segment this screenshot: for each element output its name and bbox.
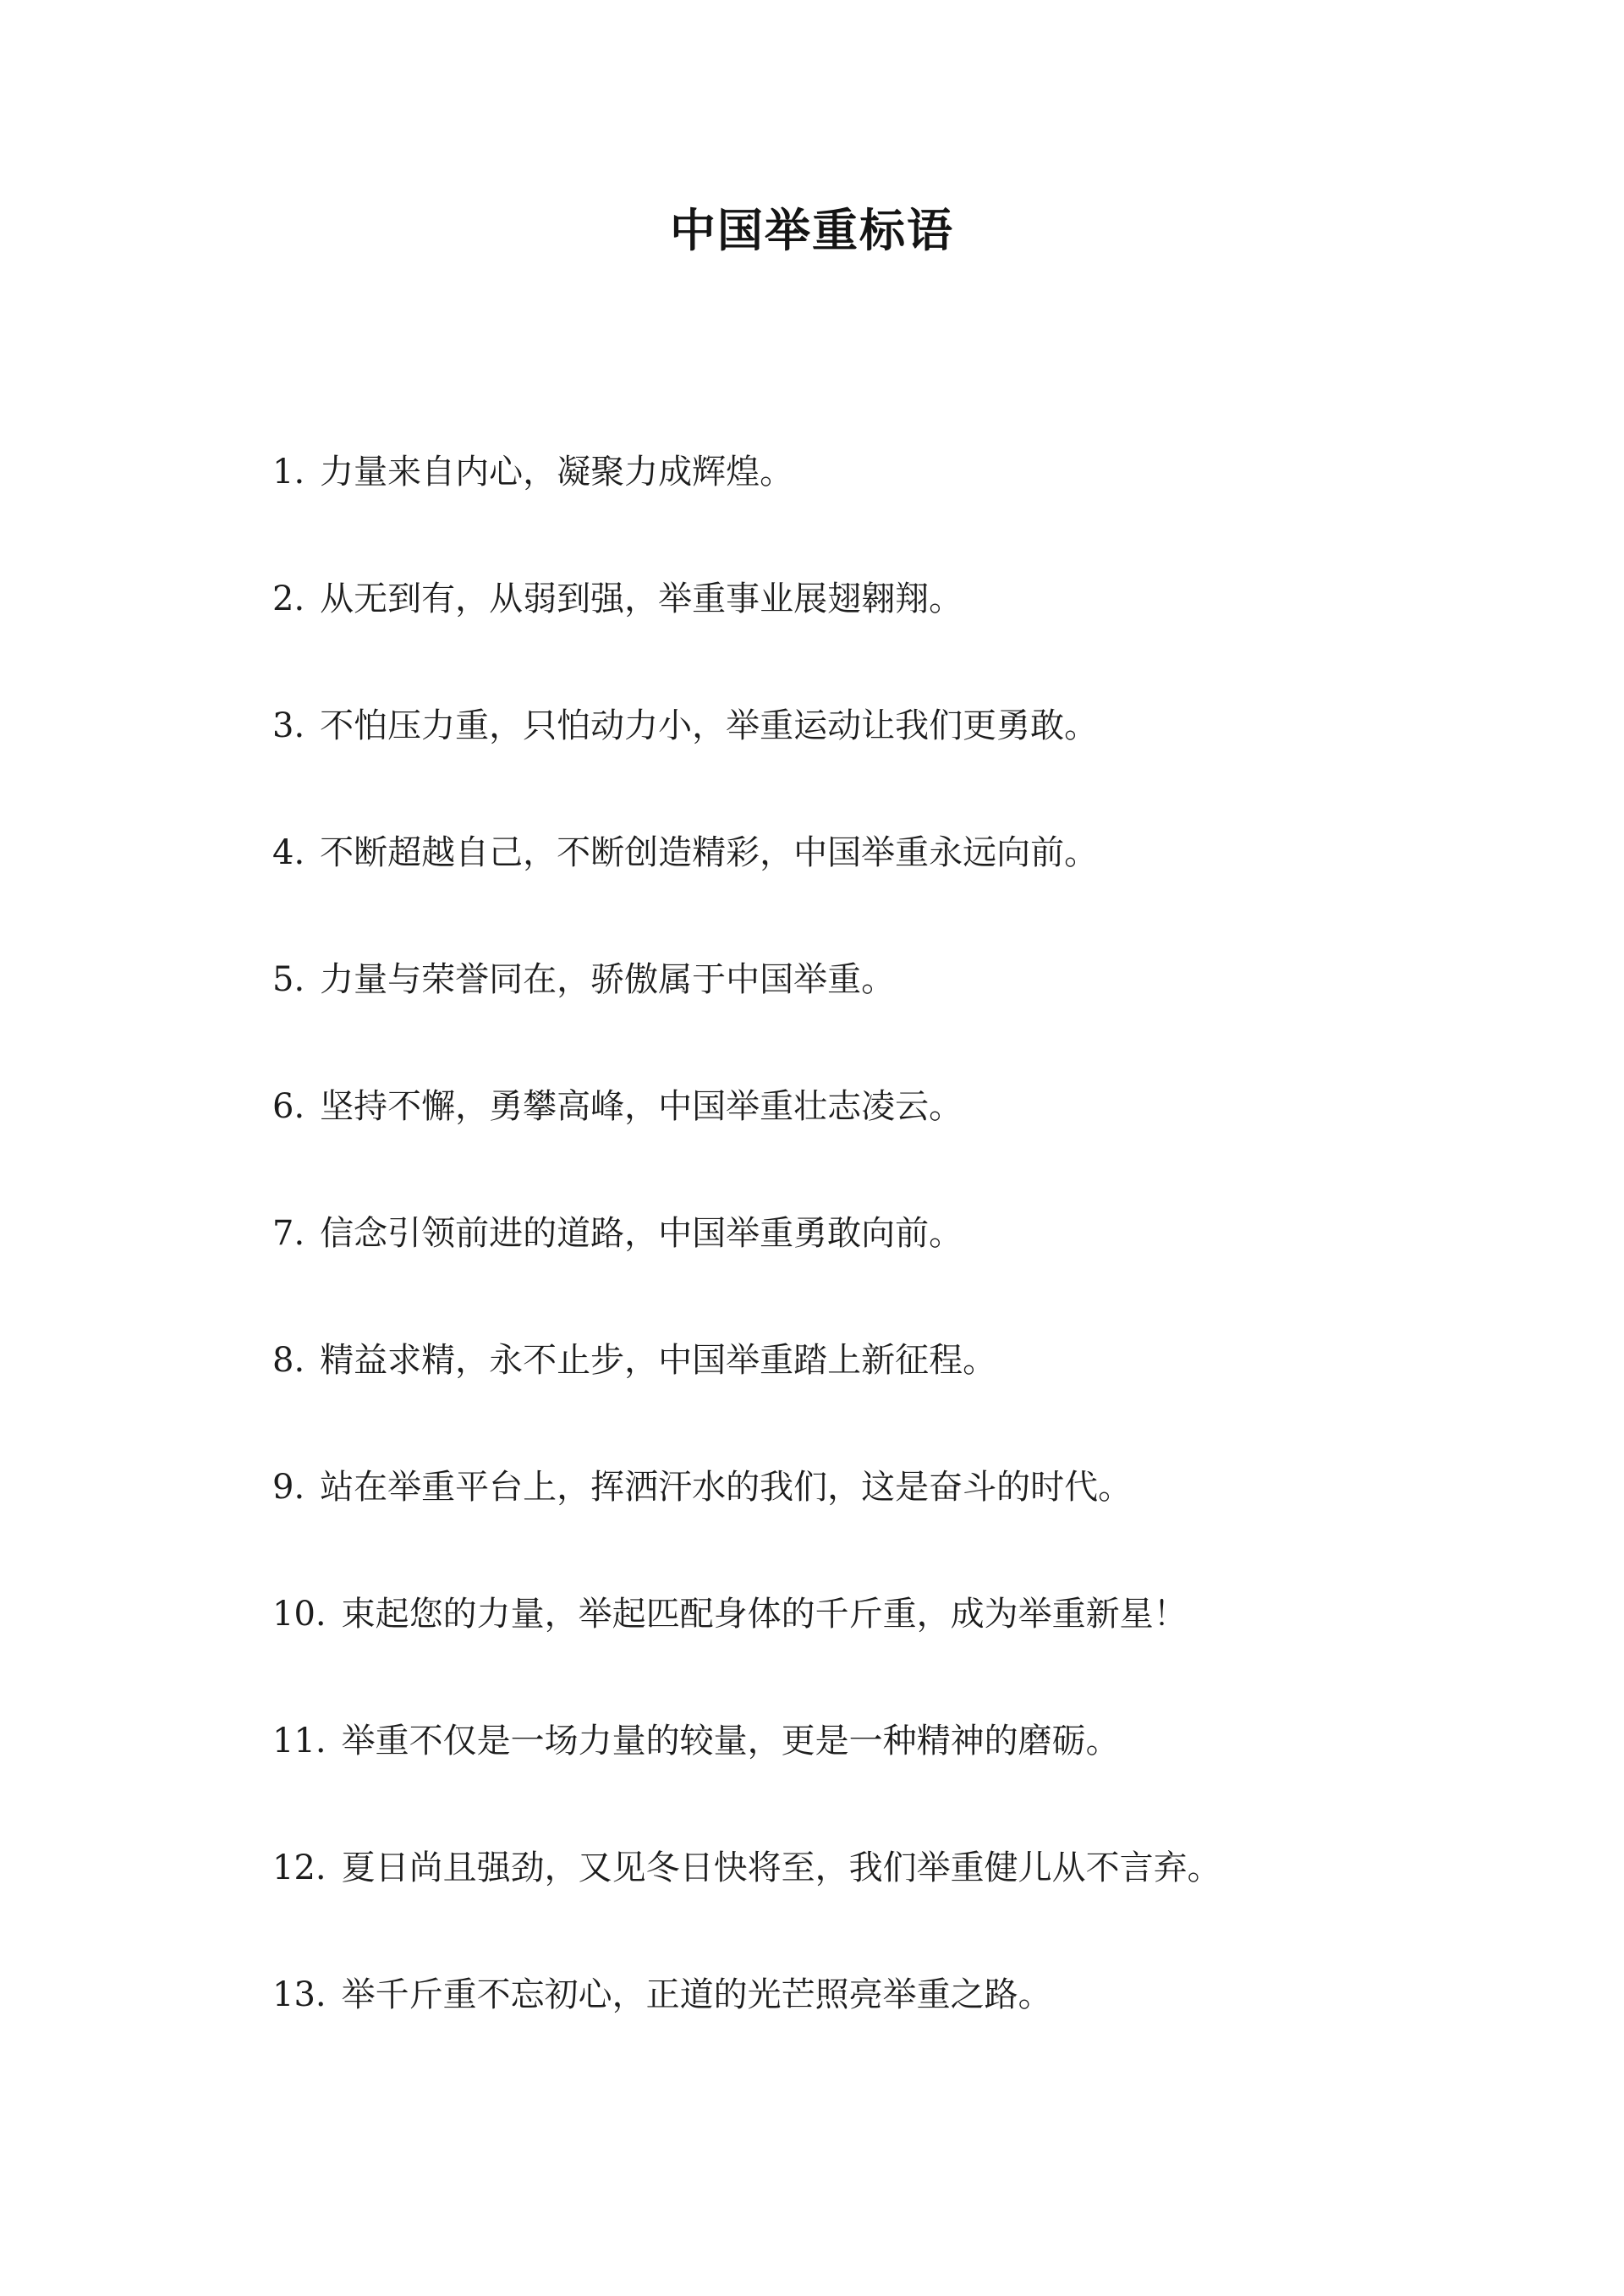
item-number: 11. xyxy=(272,1722,326,1760)
item-number: 3. xyxy=(272,706,305,745)
item-text: 夏日尚且强劲，又见冬日快将至，我们举重健儿从不言弃。 xyxy=(341,1848,1221,1887)
item-text: 站在举重平台上，挥洒汗水的我们，这是奋斗的时代。 xyxy=(320,1468,1133,1507)
item-text: 不怕压力重，只怕动力小，举重运动让我们更勇敢。 xyxy=(320,706,1099,745)
item-text: 从无到有，从弱到强，举重事业展翅翱翔。 xyxy=(320,579,963,618)
list-item xyxy=(272,1834,1507,1961)
list-item xyxy=(272,565,1507,692)
list-item xyxy=(272,946,1507,1073)
item-text: 精益求精，永不止步，中国举重踏上新征程。 xyxy=(320,1341,997,1380)
list-item xyxy=(272,438,1507,565)
item-number: 10. xyxy=(272,1595,326,1634)
item-number: 7. xyxy=(272,1214,305,1253)
list-item xyxy=(272,1580,1507,1707)
list-item xyxy=(272,1453,1507,1580)
item-text: 举千斤重不忘初心，正道的光芒照亮举重之路。 xyxy=(341,1975,1052,2014)
item-number: 1. xyxy=(272,453,305,492)
list-item xyxy=(272,1200,1507,1327)
page-title: 中国举重标语 xyxy=(670,203,954,257)
list-item xyxy=(272,819,1507,946)
item-number: 13. xyxy=(272,1975,326,2014)
item-text: 信念引领前进的道路，中国举重勇敢向前。 xyxy=(320,1214,963,1253)
item-number: 12. xyxy=(272,1848,326,1887)
item-number: 8. xyxy=(272,1341,305,1380)
item-number: 4. xyxy=(272,833,305,872)
item-number: 2. xyxy=(272,579,305,618)
item-text: 举重不仅是一场力量的较量，更是一种精神的磨砺。 xyxy=(341,1722,1120,1760)
item-number: 9. xyxy=(272,1468,305,1507)
list-item xyxy=(272,1707,1507,1834)
slogan-list xyxy=(272,438,1507,2088)
list-item xyxy=(272,1327,1507,1453)
item-text: 力量来自内心，凝聚力成辉煌。 xyxy=(320,453,794,492)
item-text: 束起您的力量，举起匹配身体的千斤重，成为举重新星！ xyxy=(341,1595,1188,1634)
item-number: 5. xyxy=(272,960,305,999)
list-item xyxy=(272,1961,1507,2088)
list-item xyxy=(272,692,1507,819)
item-text: 坚持不懈，勇攀高峰，中国举重壮志凌云。 xyxy=(320,1087,963,1126)
item-text: 不断超越自己，不断创造精彩，中国举重永远向前。 xyxy=(320,833,1099,872)
item-text: 力量与荣誉同在，骄傲属于中国举重。 xyxy=(320,960,896,999)
item-number: 6. xyxy=(272,1087,305,1126)
list-item xyxy=(272,1073,1507,1200)
